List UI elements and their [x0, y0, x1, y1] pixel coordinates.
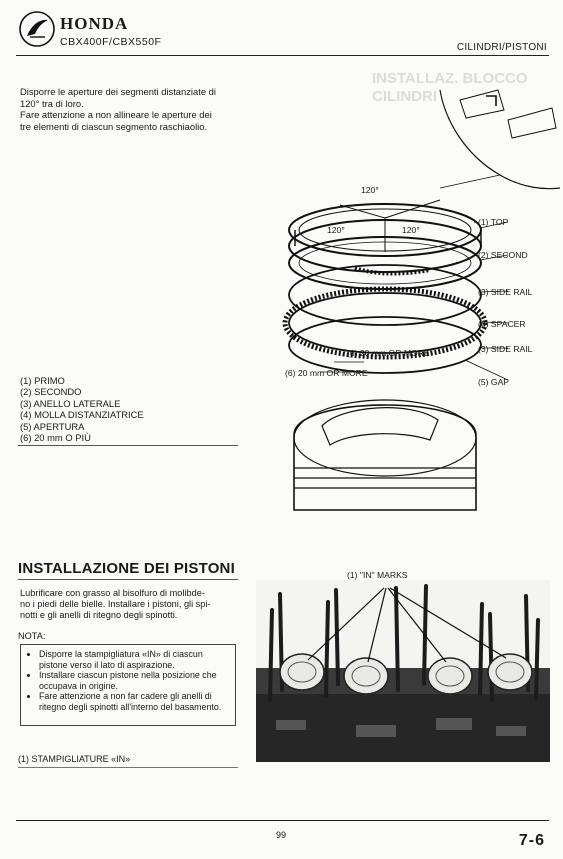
legend-item: (5) APERTURA: [20, 420, 85, 432]
angle-label-right: 120°: [402, 225, 420, 235]
intro-paragraph: [20, 86, 260, 132]
angle-label-top: 120°: [361, 185, 379, 195]
footer-rule: [16, 820, 549, 821]
legend-item: (6) 20 mm O PIÙ: [20, 432, 91, 444]
callout-side-rail-lower: (3) SIDE RAIL: [478, 344, 533, 354]
page-number: 99: [276, 830, 287, 840]
header-rule: [16, 55, 549, 56]
gap-distance-outer: (6) 20 mm OR MORE: [285, 368, 368, 378]
legend-item: (3) ANELLO LATERALE: [20, 397, 121, 409]
intro-line: Disporre le aperture dei segmenti distanziate di: [20, 86, 216, 97]
chapter-number: 7-6: [518, 832, 545, 849]
brand-name: HONDA: [60, 14, 129, 33]
legend-item: (2) SECONDO: [20, 386, 82, 398]
note-item: • Installare ciascun pistone nella posizione che occupava in origine.: [39, 670, 229, 691]
note-item: • Fare attenzione a non far cadere gli anelli di ritegno degli spinotti all'interno del basamento.: [39, 691, 229, 712]
section-heading: INSTALLAZIONE DEI PISTONI: [18, 560, 235, 577]
callout-second-ring: (2) SECOND: [478, 250, 528, 260]
photo-callout-in-marks: (1) "IN" MARKS: [347, 570, 408, 580]
gap-distance-inner: (6) 20 mm OR MORE: [347, 348, 430, 358]
intro-line: tre elementi di ciascun segmento raschiaolio.: [20, 120, 208, 132]
angle-label-left: 120°: [327, 225, 345, 235]
callout-gap: (5) GAP: [478, 377, 510, 387]
legend-item: (1) PRIMO: [20, 375, 65, 386]
legend-item: (4) MOLLA DISTANZIATRICE: [20, 409, 144, 421]
heading-rule: [18, 579, 238, 580]
callout-spacer: (4) SPACER: [478, 319, 526, 329]
callout-side-rail-upper: (3) SIDE RAIL: [478, 287, 533, 297]
section-title: CILINDRI/PISTONI: [456, 42, 547, 53]
engine-pistons-photo: [256, 580, 550, 762]
legend-list: [20, 375, 144, 443]
note-label: NOTA:: [18, 631, 46, 641]
note-item: • Disporre la stampigliatura «IN» di ciascun pistone verso il lato di aspirazione.: [39, 649, 229, 670]
procedure-line: Lubrificare con grasso al bisolfuro di molibde-: [20, 588, 205, 598]
caption-rule: [18, 767, 238, 768]
bleed-through-text: INSTALLAZ. BLOCCO: [372, 70, 528, 87]
intro-line: 120° tra di loro.: [20, 97, 84, 109]
note-box: [20, 644, 236, 726]
bleed-through-text: CILINDRI: [372, 88, 437, 105]
intro-line: Fare attenzione a non allineare le aperture dei: [20, 109, 212, 120]
legend-divider: [18, 445, 238, 446]
procedure-line: no i piedi delle bielle. Installare i pistoni, gli spi-: [20, 599, 211, 610]
procedure-line: notti e gli anelli di ritegno degli spinotti.: [20, 610, 178, 621]
procedure-paragraph: [20, 588, 240, 622]
photo-caption: (1) STAMPIGLIATURE «IN»: [18, 754, 131, 764]
model-codes: CBX400F/CBX550F: [60, 36, 162, 48]
callout-top-ring: (1) TOP: [478, 217, 509, 227]
honda-wing-logo: [18, 10, 56, 48]
